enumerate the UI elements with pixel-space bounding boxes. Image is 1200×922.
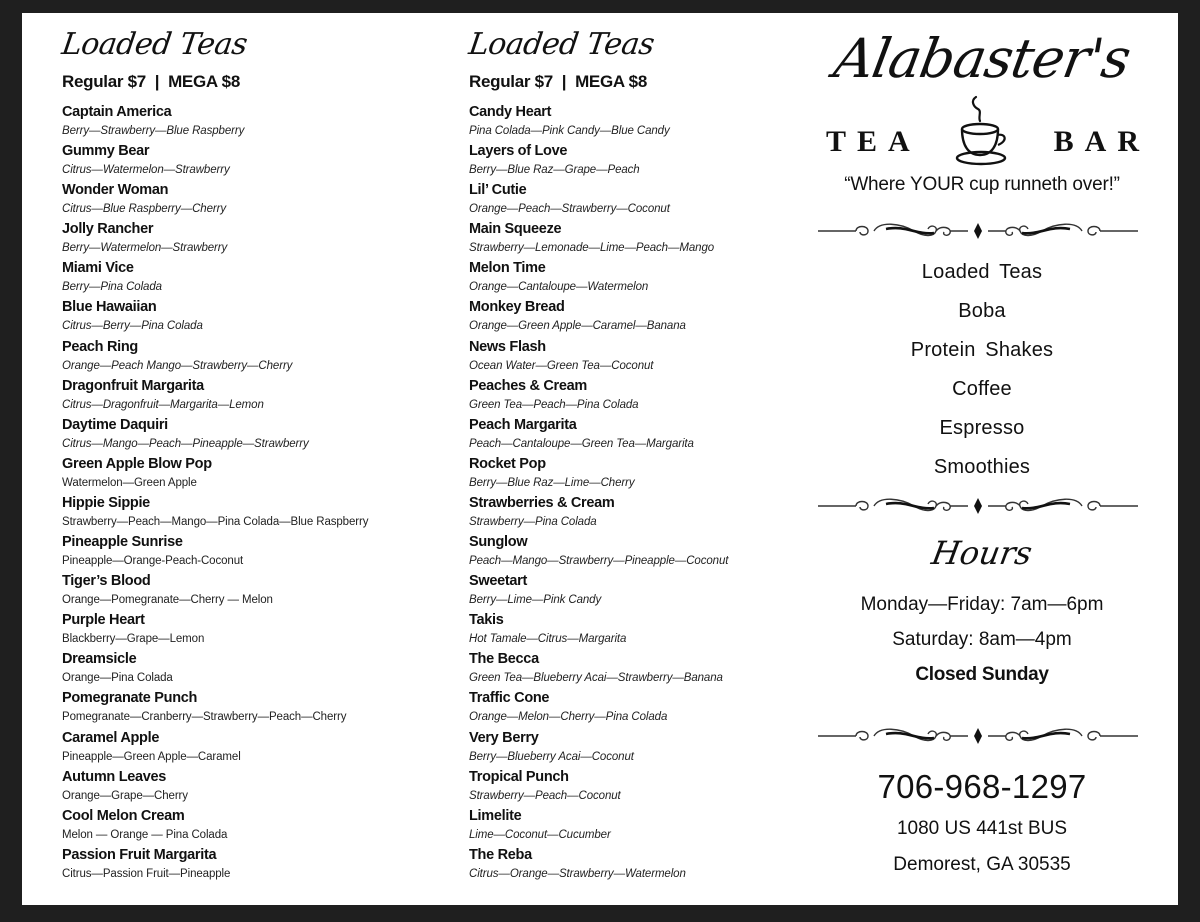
menu-item-name: Dreamsicle	[62, 651, 137, 668]
menu-item	[469, 728, 728, 767]
menu-item-name: Jolly Rancher	[62, 221, 154, 238]
menu-item	[62, 493, 368, 532]
flourish-divider-icon	[816, 219, 1140, 243]
service-item: Loaded Teas	[921, 261, 1043, 283]
menu-item-name: Pomegranate Punch	[62, 690, 198, 707]
brand-name: Alabaster's	[829, 27, 1135, 90]
menu-item-flavors: Pineapple—Green Apple—Caramel	[62, 750, 241, 763]
menu-item	[469, 376, 728, 415]
service-item: Boba	[958, 300, 1006, 322]
menu-item-flavors: Berry—Strawberry—Blue Raspberry	[62, 125, 245, 137]
menu-item-name: Layers of Love	[469, 143, 568, 160]
menu-item	[469, 806, 728, 845]
brand-subtitle	[812, 117, 1152, 167]
menu-item	[469, 845, 728, 884]
menu-item-name: Green Apple Blow Pop	[62, 455, 212, 472]
menu-item-flavors: Citrus—Watermelon—Strawberry	[62, 164, 230, 177]
menu-item	[62, 767, 368, 806]
menu-item	[62, 845, 368, 884]
bar-word: BAR	[1053, 125, 1150, 158]
hours-title: Hours	[928, 534, 1036, 572]
menu-item-flavors: Peach—Cantaloupe—Green Tea—Margarita	[469, 437, 694, 450]
menu-item	[62, 688, 368, 727]
menu-item-flavors: Pomegranate—Cranberry—Strawberry—Peach—Cherry	[62, 711, 347, 724]
section-title: Loaded Teas	[466, 27, 657, 62]
menu-item	[469, 493, 728, 532]
menu-item-flavors: Berry—Pina Colada	[62, 281, 162, 294]
menu-item-name: Sunglow	[469, 534, 528, 551]
menu-item	[469, 337, 728, 376]
menu-item-flavors: Orange—Grape—Cherry	[62, 789, 188, 802]
menu-item-flavors: Citrus—Mango—Peach—Pineapple—Strawberry	[62, 437, 309, 450]
service-item: Coffee	[952, 378, 1012, 400]
menu-item-name: Sweetart	[469, 573, 528, 590]
menu-item-name: Tropical Punch	[469, 768, 569, 785]
menu-item	[62, 376, 368, 415]
menu-item-name: News Flash	[469, 338, 546, 355]
hours-sunday: Closed Sunday	[915, 664, 1049, 685]
menu-item	[469, 297, 728, 336]
item-list	[62, 102, 368, 884]
menu-item	[62, 337, 368, 376]
service-item: Espresso	[939, 417, 1025, 439]
tea-word: TEA	[826, 125, 921, 158]
address-line-2: Demorest, GA 30535	[893, 854, 1071, 875]
menu-item-flavors: Orange—Peach—Strawberry—Coconut	[469, 203, 670, 216]
menu-item-flavors: Orange—Pina Colada	[62, 672, 173, 685]
address-line-1: 1080 US 441st BUS	[896, 818, 1068, 839]
menu-item-flavors: Pineapple—Orange-Peach-Coconut	[62, 555, 244, 568]
menu-item-name: Miami Vice	[62, 260, 134, 277]
menu-item-name: Dragonfruit Margarita	[62, 377, 204, 394]
menu-item	[469, 219, 728, 258]
menu-item-name: Traffic Cone	[469, 690, 550, 707]
menu-item	[62, 180, 368, 219]
menu-item	[62, 454, 368, 493]
menu-item-name: Monkey Bread	[469, 299, 565, 316]
menu-item	[469, 571, 728, 610]
menu-item-flavors: Ocean Water—Green Tea—Coconut	[469, 359, 654, 372]
menu-item-name: Peaches & Cream	[469, 377, 588, 394]
menu-item-name: Strawberries & Cream	[469, 494, 615, 511]
menu-page	[22, 13, 1178, 905]
menu-item-flavors: Watermelon—Green Apple	[62, 476, 197, 489]
menu-item-name: Peach Margarita	[469, 416, 577, 433]
menu-item-flavors: Citrus—Orange—Strawberry—Watermelon	[469, 867, 686, 880]
menu-item-flavors: Citrus—Berry—Pina Colada	[62, 320, 203, 333]
menu-item-name: Blue Hawaiian	[62, 299, 157, 316]
menu-item-name: Wonder Woman	[62, 182, 169, 199]
hours-weekday: Monday—Friday: 7am—6pm	[860, 594, 1104, 615]
menu-item-flavors: Strawberry—Peach—Mango—Pina Colada—Blue Raspberry	[62, 515, 369, 528]
pricing-line: Regular $7 | MEGA $8	[469, 72, 647, 91]
menu-item-name: Pineapple Sunrise	[62, 534, 183, 551]
menu-item-name: Peach Ring	[62, 338, 138, 355]
menu-item-name: Daytime Daquiri	[62, 416, 168, 433]
menu-item	[62, 532, 368, 571]
menu-item-flavors: Orange—Melon—Cherry—Pina Colada	[469, 711, 668, 724]
menu-item	[62, 649, 368, 688]
menu-item	[469, 454, 728, 493]
menu-item-flavors: Green Tea—Blueberry Acai—Strawberry—Banana	[469, 672, 723, 685]
menu-item-flavors: Berry—Blue Raz—Grape—Peach	[469, 164, 640, 177]
menu-item	[469, 610, 728, 649]
menu-item	[62, 610, 368, 649]
menu-item	[62, 297, 368, 336]
menu-item-flavors: Lime—Coconut—Cucumber	[469, 828, 611, 841]
menu-item	[62, 219, 368, 258]
menu-item-flavors: Orange—Green Apple—Caramel—Banana	[469, 320, 686, 333]
menu-item-flavors: Citrus—Blue Raspberry—Cherry	[62, 203, 226, 216]
menu-item-flavors: Berry—Blue Raz—Lime—Cherry	[469, 476, 635, 489]
menu-item	[469, 180, 728, 219]
menu-item-flavors: Orange—Pomegranate—Cherry — Melon	[62, 594, 273, 607]
menu-item-flavors: Orange—Peach Mango—Strawberry—Cherry	[62, 359, 293, 372]
menu-item-name: Main Squeeze	[469, 221, 562, 238]
menu-item-flavors: Pina Colada—Pink Candy—Blue Candy	[469, 125, 670, 137]
menu-item-name: Autumn Leaves	[62, 768, 167, 785]
menu-item	[62, 571, 368, 610]
menu-item-flavors: Berry—Watermelon—Strawberry	[62, 242, 228, 255]
menu-item-name: Candy Heart	[469, 104, 552, 120]
menu-item-flavors: Strawberry—Pina Colada	[469, 515, 597, 528]
menu-item	[469, 688, 728, 727]
menu-item-name: Passion Fruit Margarita	[62, 846, 217, 863]
menu-item	[62, 141, 368, 180]
menu-item	[62, 806, 368, 845]
menu-item	[62, 102, 368, 141]
menu-item	[469, 258, 728, 297]
menu-item-flavors: Berry—Blueberry Acai—Coconut	[469, 750, 634, 763]
menu-item	[62, 258, 368, 297]
menu-item	[469, 415, 728, 454]
menu-item	[469, 102, 728, 141]
menu-item-flavors: Blackberry—Grape—Lemon	[62, 633, 205, 646]
menu-item-flavors: Orange—Cantaloupe—Watermelon	[469, 281, 649, 294]
menu-item-name: The Reba	[469, 846, 532, 863]
teacup-icon	[952, 93, 1012, 169]
menu-item-name: Tiger’s Blood	[62, 573, 151, 590]
menu-item-flavors: Melon — Orange — Pina Colada	[62, 828, 228, 841]
menu-item-name: Captain America	[62, 104, 172, 120]
menu-item-flavors: Berry—Lime—Pink Candy	[469, 594, 602, 607]
menu-item-name: Caramel Apple	[62, 729, 160, 746]
menu-item	[62, 728, 368, 767]
menu-item-name: Rocket Pop	[469, 455, 546, 472]
menu-item-name: Hippie Sippie	[62, 494, 150, 511]
menu-item-name: Very Berry	[469, 729, 539, 746]
menu-item	[469, 141, 728, 180]
hours-saturday: Saturday: 8am—4pm	[892, 629, 1072, 650]
menu-item-name: Limelite	[469, 807, 522, 824]
tagline: “Where YOUR cup runneth over!”	[844, 174, 1120, 195]
menu-item-flavors: Green Tea—Peach—Pina Colada	[469, 398, 639, 411]
menu-item	[469, 532, 728, 571]
menu-item-name: The Becca	[469, 651, 539, 668]
phone-number: 706-968-1297	[877, 768, 1087, 805]
service-item: Smoothies	[933, 456, 1031, 478]
service-item: Protein Shakes	[910, 339, 1054, 361]
menu-item	[469, 767, 728, 806]
menu-item-flavors: Hot Tamale—Citrus—Margarita	[469, 633, 627, 646]
menu-item	[62, 415, 368, 454]
menu-item-flavors: Strawberry—Lemonade—Lime—Peach—Mango	[469, 242, 715, 255]
flourish-divider-icon	[816, 494, 1140, 518]
menu-item-name: Takis	[469, 612, 504, 629]
menu-item-name: Lil’ Cutie	[469, 182, 527, 199]
menu-item-flavors: Strawberry—Peach—Coconut	[469, 789, 621, 802]
menu-item-name: Gummy Bear	[62, 143, 150, 160]
menu-item-name: Purple Heart	[62, 612, 145, 629]
pricing-line: Regular $7 | MEGA $8	[62, 72, 240, 91]
flourish-divider-icon	[816, 724, 1140, 748]
menu-item-flavors: Citrus—Passion Fruit—Pineapple	[62, 867, 231, 880]
services-list	[812, 253, 1152, 487]
menu-item	[469, 649, 728, 688]
menu-item-flavors: Peach—Mango—Strawberry—Pineapple—Coconut	[469, 555, 729, 568]
menu-item-name: Melon Time	[469, 260, 546, 277]
section-title: Loaded Teas	[59, 27, 250, 62]
menu-item-name: Cool Melon Cream	[62, 807, 185, 824]
menu-item-flavors: Citrus—Dragonfruit—Margarita—Lemon	[62, 398, 264, 411]
item-list	[469, 102, 728, 884]
